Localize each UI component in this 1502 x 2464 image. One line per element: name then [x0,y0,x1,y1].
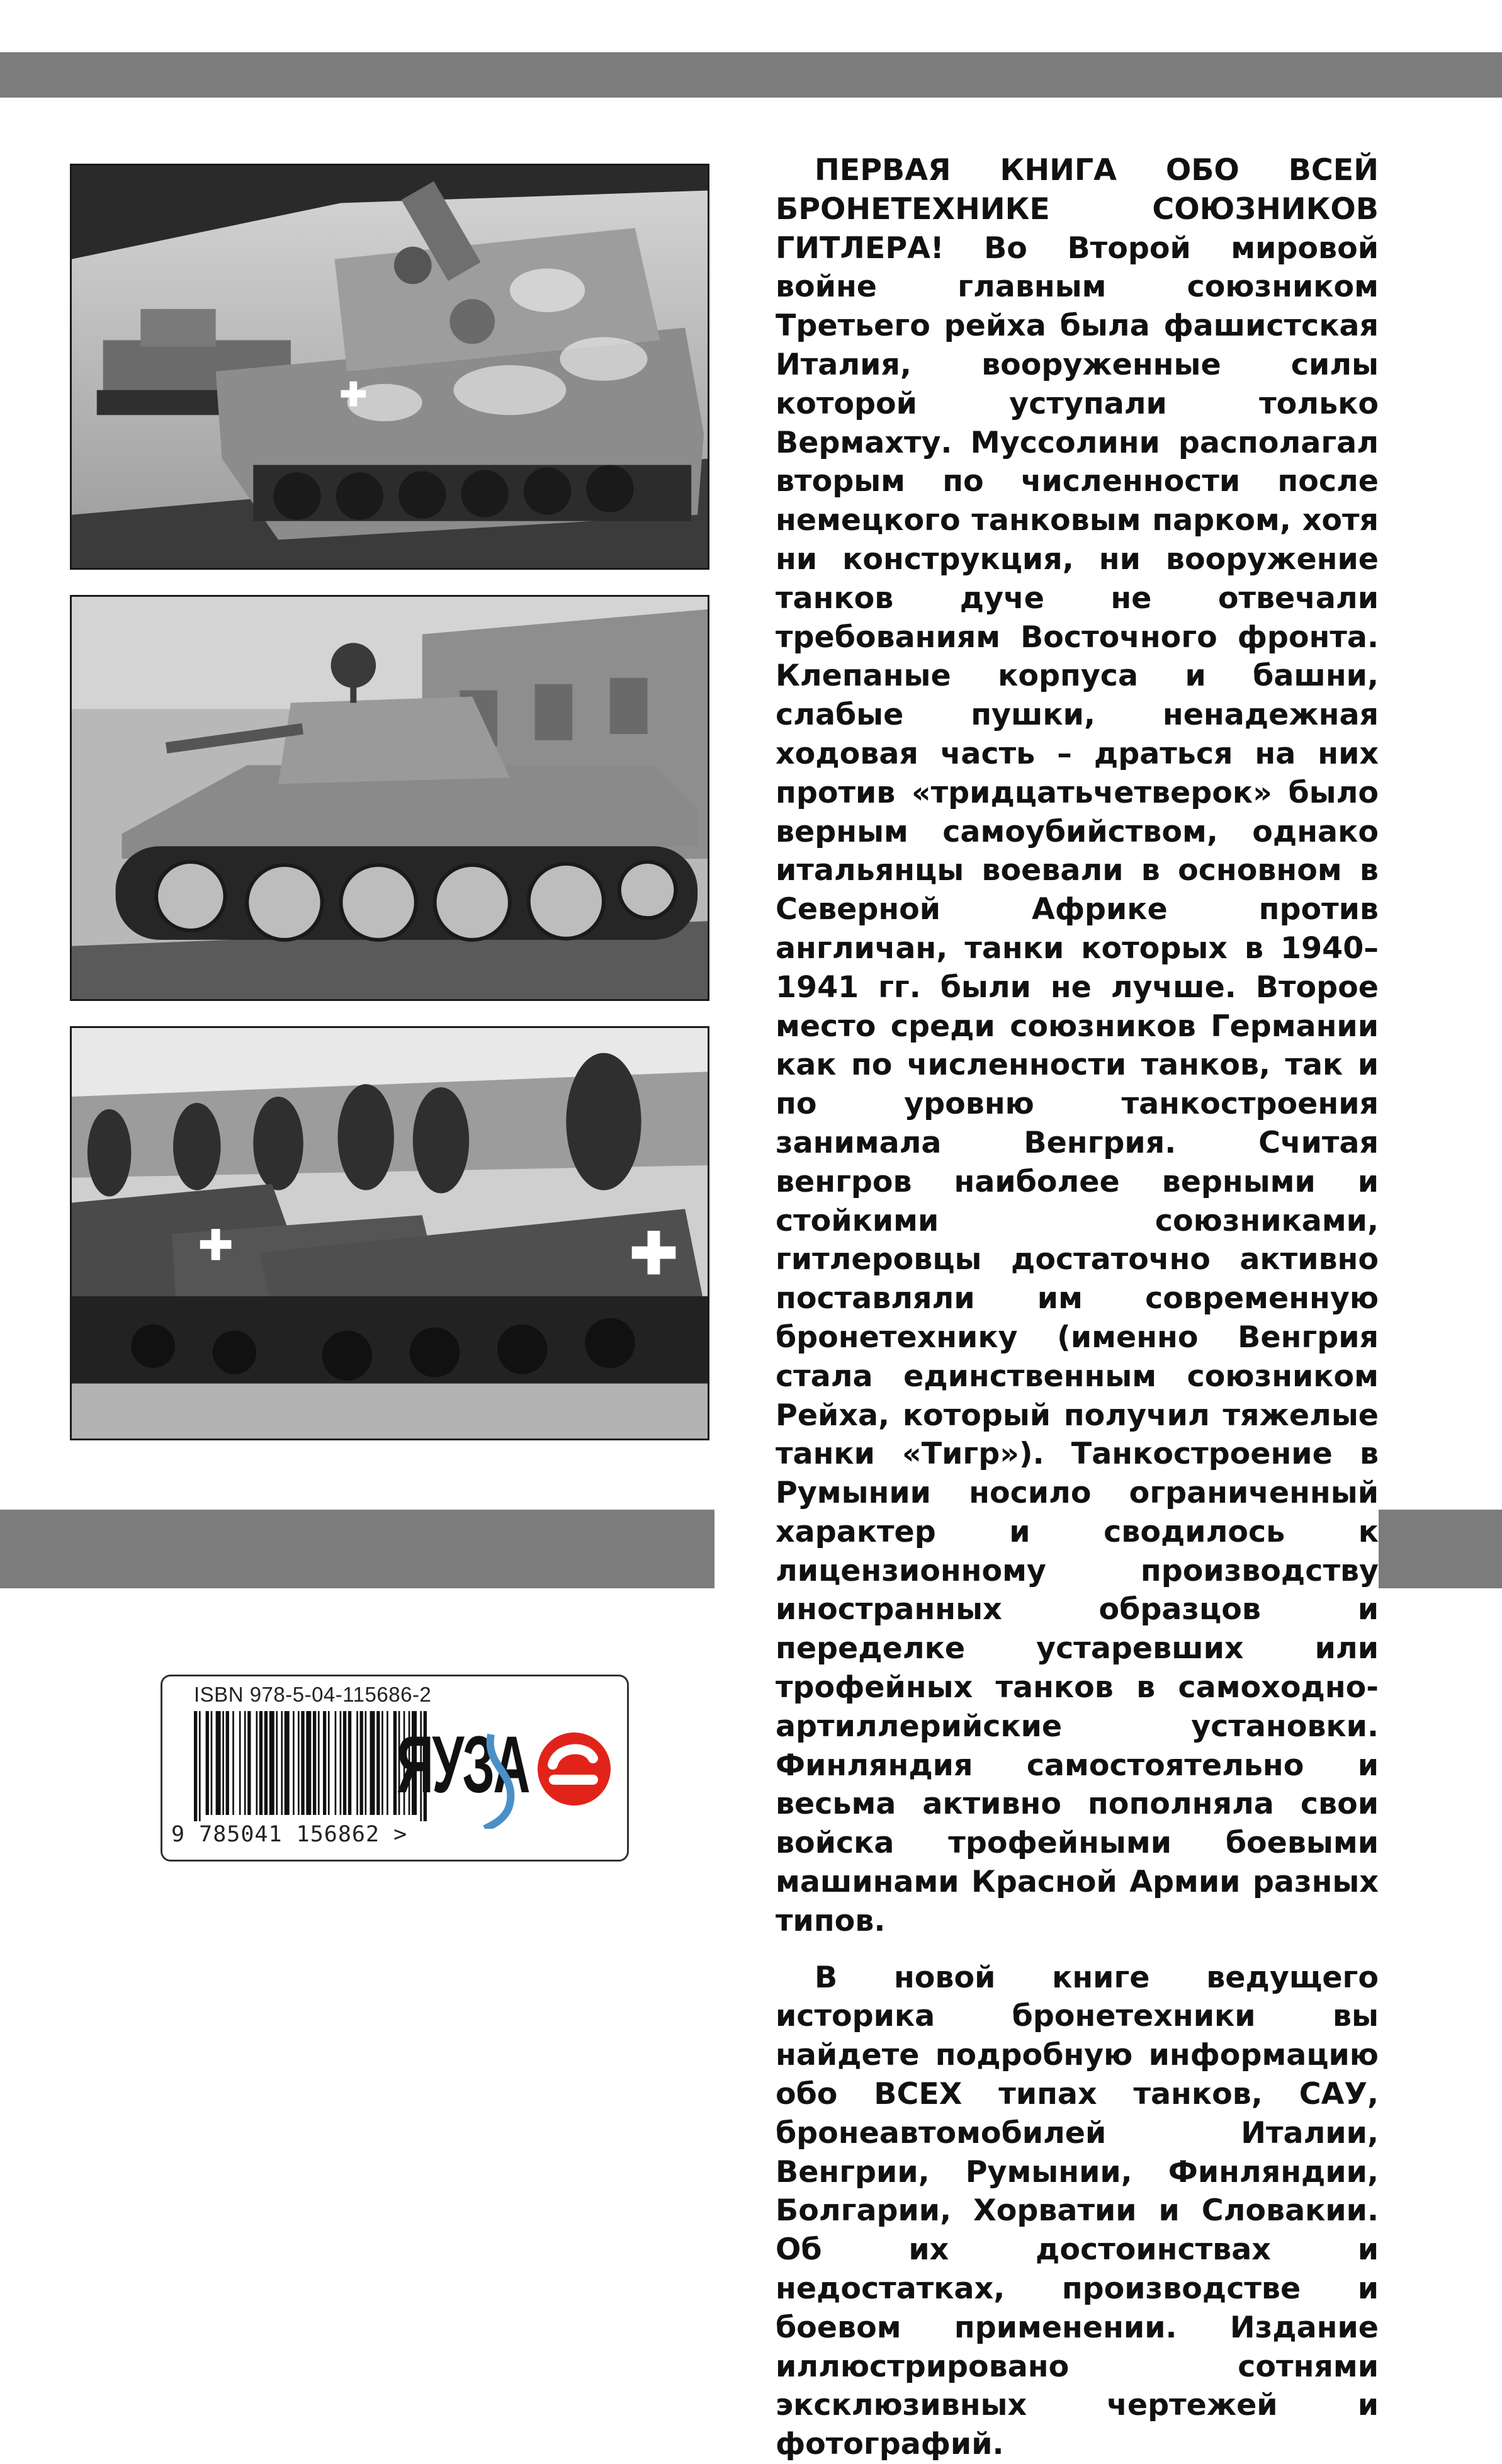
photo-self-propelled-gun [70,164,709,570]
barcode [194,1711,427,1821]
annotation-paragraph-1: ПЕРВАЯ КНИГА ОБО ВСЕЙ БРОНЕТЕХНИКЕ СОЮЗНИКОВ ГИТЛЕРА! Во Второй мировой войне главным союзником Третьего рейха была фашистская Италия, вооруженные силы которой уступали только Вермахту. Муссолини располагал вторым по численности после немецкого танковым парком, хотя ни конструкция, ни вооружение танков дуче не отвечали требованиям Восточного фронта. Клепаные корпуса и башни, слабые пушки, ненадежная ходовая часть – драться на них против «тридцатьчетверок» было верным самоубийством, однако итальянцы воевали в основном в Северной Африке против англичан, танки которых в 1940–1941 гг. были не лучше. Второе место среди союзников Германии как по численности танков, так и по уровню танкостроения занимала Венгрия. Считая венгров наиболее верными и стойкими союзниками, гитлеровцы достаточно активно поставляли им современную бронетехнику (именно Венгрия стала единственным союзником Рейха, который получил тяжелые танки «Тигр»). Танкостроение в Румынии носило ограниченный характер и сводилось к лицензионному производству иностранных образцов и переделке устаревших или трофейных танков в самоходно-артиллерийские установки. Финляндия самостоятельно и весьма активно пополняла свои войска трофейными боевыми машинами Красной Армии разных типов. [776,153,1379,1938]
isbn-number: ISBN 978-5-04-115686-2 [194,1683,432,1706]
photo-light-tank [70,595,709,1001]
top-band [0,52,1502,98]
annotation-paragraph-2: В новой книге ведущего историка бронетехники вы найдете подробную информацию обо ВСЕХ типах танков, САУ, бронеавтомобилей Италии, Венгрии, Румынии, Финляндии, Болгарии, Хорватии и Словакии. Об их достоинствах и недостатках, производстве и боевом применении. Издание иллюстрировано сотнями эксклюзивных чертежей и фотографий. [776,1960,1379,2462]
right-middle-band [1379,1510,1502,1588]
annotation-text [776,151,1379,2464]
yauza-logo-mark [397,1709,611,1829]
barcode-digits: 9 785041 156862 > [171,1822,408,1847]
photo-tankettes-parade [70,1026,709,1440]
left-middle-band [0,1510,714,1588]
publisher-logo [397,1709,611,1829]
svg-text:ЯУЗА: ЯУЗА [397,1720,529,1810]
